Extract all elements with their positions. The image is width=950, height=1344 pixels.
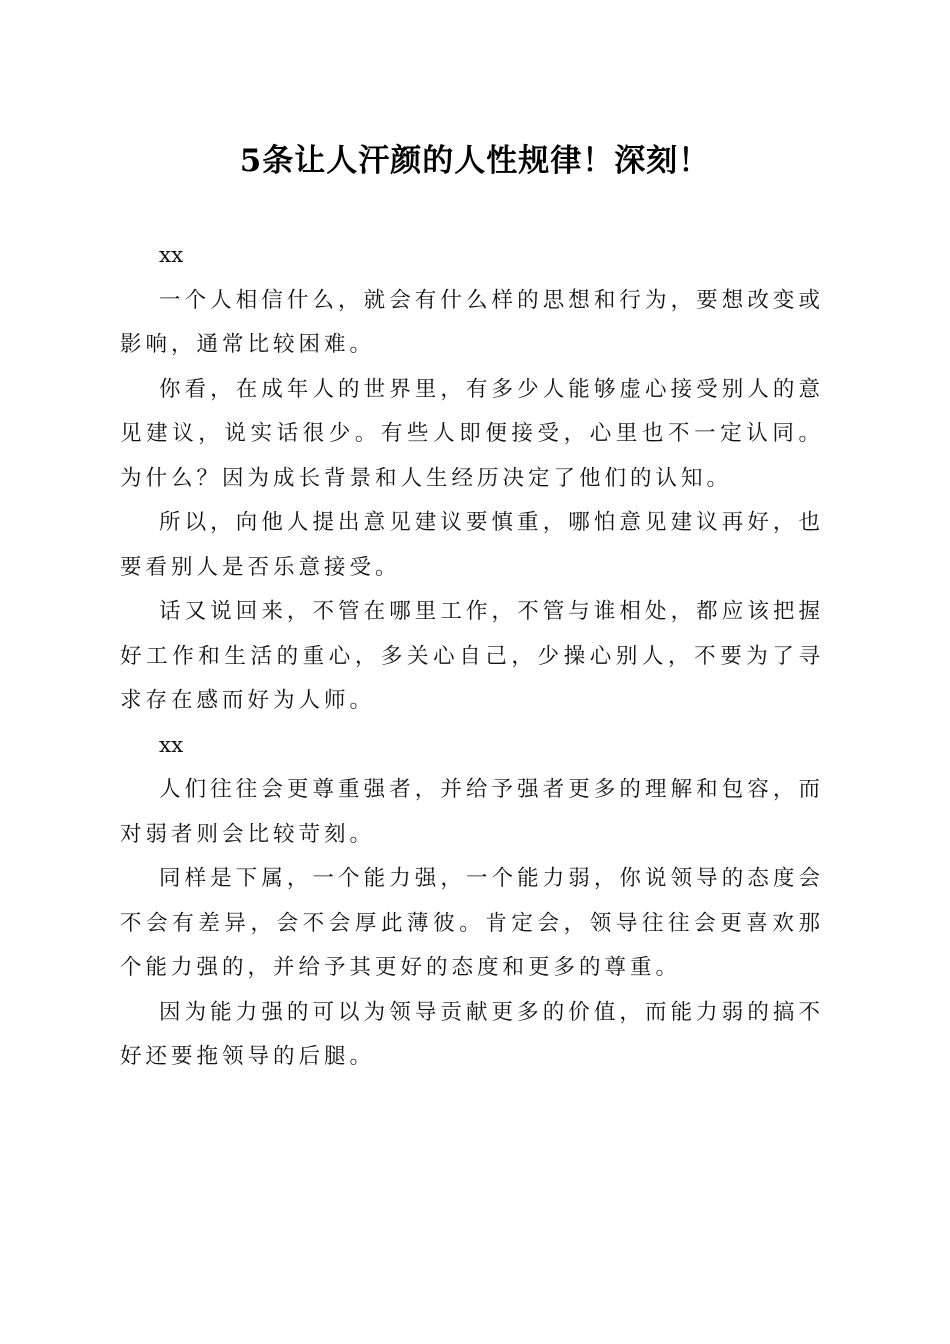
paragraph: 人们往往会更尊重强者，并给予强者更多的理解和包容，而对弱者则会比较苛刻。 [120,777,824,847]
paragraph: 同样是下属，一个能力强，一个能力弱，你说领导的态度会不会有差异，会不会厚此薄彼。肯定会，领导往往会更喜欢那个能力强的，并给予其更好的态度和更多的尊重。 [120,866,824,980]
document-body [120,234,824,1080]
paragraph: 因为能力强的可以为领导贡献更多的价值，而能力弱的搞不好还要拖领导的后腿。 [120,999,824,1069]
paragraph: 一个人相信什么，就会有什么样的思想和行为，要想改变或影响，通常比较困难。 [120,287,824,357]
document-title: 5条让人汗颜的人性规律！深刻！ [239,143,711,179]
section-label: xx [159,243,184,268]
section-label: xx [159,732,184,758]
paragraph: 话又说回来，不管在哪里工作，不管与谁相处，都应该把握好工作和生活的重心，多关心自己，少操心别人，不要为了寻求存在感而好为人师。 [120,599,824,713]
paragraph: 所以，向他人提出意见建议要慎重，哪怕意见建议再好，也要看别人是否乐意接受。 [120,510,824,580]
paragraph: 你看，在成年人的世界里，有多少人能够虚心接受别人的意见建议，说实话很少。有些人即便接受，心里也不一定认同。为什么？因为成长背景和人生经历决定了他们的认知。 [120,376,824,491]
